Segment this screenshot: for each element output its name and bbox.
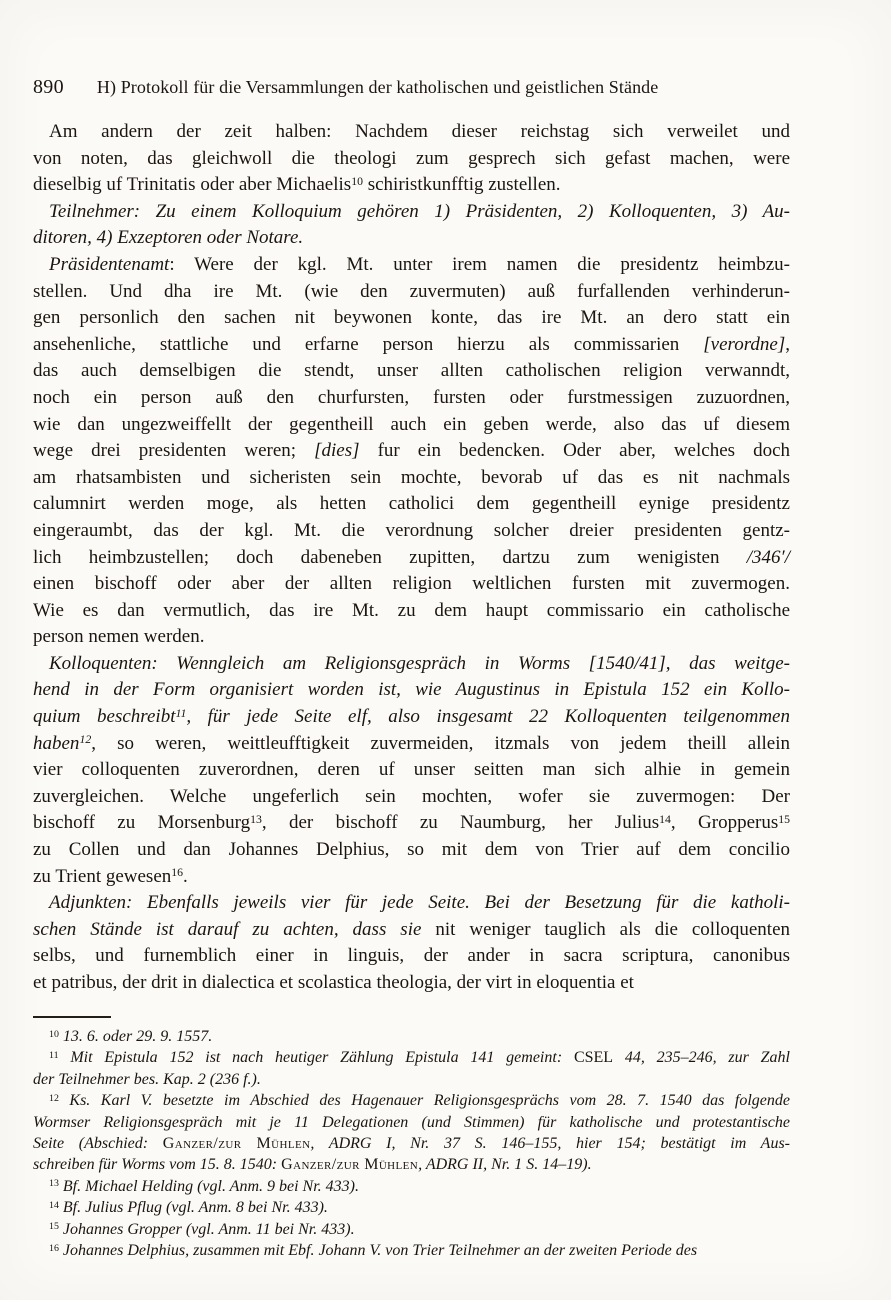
text-run: Präsidentenamt — [49, 253, 170, 275]
body-text — [33, 119, 790, 997]
footnote-line — [33, 1112, 790, 1133]
text-run: fur ein bedencken. Oder aber, welches doch — [359, 440, 791, 462]
footnote-marker: 16 — [49, 1242, 59, 1254]
body-text-line — [33, 545, 790, 572]
text-run: zuvergleichen. Welche ungeferlich sein mochten, wofer sie zuvermogen: Der — [33, 785, 790, 807]
footnote-line — [33, 1219, 790, 1240]
body-text-line — [33, 757, 790, 784]
body-text-line — [33, 970, 790, 997]
body-text-line — [33, 943, 790, 970]
text-run: , so weren, weittleufftigkeit zuvermeiden, itzmals von jedem theill allein — [91, 732, 790, 754]
footnote-separator-rule — [33, 1016, 111, 1018]
text-run: hend in der Form organisiert worden ist, wie Augustinus in Epistula 152 ein Kollo- — [33, 679, 790, 701]
footnote-marker: 10 — [49, 1028, 59, 1040]
text-run: ansehenliche, stattliche und erfarne person hierzu als commissarien — [33, 333, 704, 355]
body-text-line — [33, 146, 790, 173]
body-text-line — [33, 358, 790, 385]
body-text-line — [33, 465, 790, 492]
footnote-list — [33, 1026, 790, 1261]
text-run: wie dan ungezweiffellt der gegentheill auch ein geben werde, also das uf diesem — [33, 413, 790, 435]
footnote-line — [33, 1069, 790, 1090]
footnote-marker: 12 — [49, 1092, 59, 1104]
text-run: stellen. Und dha ire Mt. (wie den zuvermuten) auß furfallenden verhinderun- — [33, 280, 790, 302]
text-run: [dies] — [314, 440, 360, 462]
body-text-line — [33, 571, 790, 598]
body-text-line — [33, 624, 790, 651]
body-text-line — [33, 119, 790, 146]
footnote-line — [33, 1090, 790, 1111]
text-run: . — [183, 865, 188, 887]
text-run: das auch demselbigen die stendt, unser allten catholischen religion verwanndt, — [33, 360, 790, 382]
text-run: Seite (Abschied: — [33, 1135, 163, 1153]
body-text-line — [33, 305, 790, 332]
text-run: nit weniger tauglich als die colloquenten — [435, 918, 790, 940]
text-run: haben — [33, 732, 80, 754]
text-run: ditoren, 4) Exzeptoren oder Notare. — [33, 227, 304, 249]
text-run: Wie es dan vermutlich, das ire Mt. zu dem haupt commissario ein catholische — [33, 599, 790, 621]
text-run: et patribus, der drit in dialectica et scolastica theologia, der virt in eloquentia et — [33, 972, 634, 993]
text-run: Johannes Delphius, zusammen mit Ebf. Johann V. von Trier Teilnehmer an der zweiten Periode des — [58, 1242, 698, 1260]
footnote-line — [33, 1197, 790, 1218]
text-run: Bf. Michael Helding (vgl. Anm. 9 bei Nr. 433). — [58, 1177, 360, 1195]
body-text-line — [33, 412, 790, 439]
text-run: dieselbig uf Trinitatis oder aber Michaelis — [33, 174, 352, 196]
footnote-marker: 10 — [351, 174, 363, 188]
text-run: schiristkunfftig zustellen. — [362, 174, 561, 196]
text-run: Johannes Gropper (vgl. Anm. 11 bei Nr. 433). — [58, 1220, 355, 1238]
body-text-line — [33, 810, 790, 837]
body-text-line — [33, 438, 790, 465]
body-text-line — [33, 704, 790, 731]
text-run: zu Trient gewesen — [33, 865, 172, 887]
body-text-line — [33, 837, 790, 864]
text-run: , ADRG II, Nr. 1 S. 14–19). — [418, 1156, 592, 1174]
text-run: vier colloquenten zuverordnen, deren uf unser seitten man sich alhie in gemein — [33, 759, 790, 781]
running-title: H) Protokoll für die Versammlungen der katholischen und geistlichen Stände — [96, 77, 659, 97]
footnote-marker: 14 — [49, 1199, 59, 1211]
text-run: zu Collen und dan Johannes Delphius, so mit dem von Trier auf dem concilio — [33, 839, 790, 861]
text-run: , der bischoff zu Naumburg, her Julius — [261, 812, 660, 834]
text-run: Adjunkten: Ebenfalls jeweils vier für jede Seite. Bei der Besetzung für die katholi- — [49, 892, 790, 914]
body-text-line — [33, 864, 790, 891]
text-run: person nemen werden. — [33, 626, 205, 648]
text-run: eingeraumbt, das der kgl. Mt. die verordnung solcher dreier presidenten gentz- — [33, 519, 790, 541]
footnote-line — [33, 1154, 790, 1175]
footnote-marker: 13 — [250, 813, 262, 827]
text-run: gen personlich den sachen nit beywonen konte, das ire Mt. an dero statt ein — [33, 307, 790, 329]
body-text-line — [33, 731, 790, 758]
body-text-line — [33, 279, 790, 306]
footnote-marker: 11 — [175, 706, 187, 720]
text-run: einen bischoff oder aber der allten religion weltlichen fursten mit zuvermogen. — [33, 573, 790, 595]
text-run: noch ein person auß den churfursten, fursten oder furstmessigen zuzuordnen, — [33, 386, 790, 408]
body-text-line — [33, 917, 790, 944]
text-run: [verordne] — [703, 333, 786, 355]
footnote-line — [33, 1133, 790, 1154]
body-text-line — [33, 651, 790, 678]
body-text-line — [33, 518, 790, 545]
body-text-line — [33, 677, 790, 704]
footnote-marker: 11 — [49, 1049, 59, 1061]
footnote-marker: 12 — [79, 733, 92, 747]
page-header — [33, 76, 790, 99]
text-run: 44, 235–246, zur Zahl — [613, 1049, 791, 1067]
text-run: Am andern der zeit halben: Nachdem dieser reichstag sich verweilet und — [49, 121, 790, 142]
body-text-line — [33, 252, 790, 279]
text-run: schen Stände ist darauf zu achten, dass sie — [33, 918, 436, 940]
body-text-line — [33, 598, 790, 625]
body-text-line — [33, 385, 790, 412]
text-run: quium beschreibt — [33, 706, 176, 728]
page-number: 890 — [33, 76, 64, 98]
text-run: calumnirt werden moge, als hetten catholici dem gegentheill eynige presidentz — [33, 493, 790, 515]
text-run: am rhatsambisten und sicheristen sein mochte, bevorab uf das es nit nachmals — [33, 466, 790, 488]
footnote-marker: 14 — [659, 813, 671, 827]
text-run: Ks. Karl V. besetzte im Abschied des Hagenauer Religionsgesprächs vom 28. 7. 1540 das folgende — [58, 1092, 790, 1110]
footnote-line — [33, 1176, 790, 1197]
text-run: Wormser Religionsgespräch mit je 11 Delegationen (und Stimmen) für katholische und protestantische — [33, 1113, 790, 1131]
text-run: Ganzer/zur Mühlen — [162, 1135, 311, 1153]
text-run: Bf. Julius Pflug (vgl. Anm. 8 bei Nr. 433). — [58, 1199, 328, 1217]
body-text-line — [33, 225, 790, 252]
footnote-marker: 13 — [49, 1178, 59, 1190]
footnote-marker: 15 — [778, 813, 790, 827]
text-run: , Gropperus — [670, 812, 779, 834]
footnote-marker: 16 — [171, 866, 184, 880]
body-text-line — [33, 890, 790, 917]
text-run: CSEL — [573, 1049, 614, 1067]
text-run: , — [785, 333, 790, 355]
text-run: lich heimbzustellen; doch dabeneben zupitten, dartzu zum wenigisten — [33, 546, 747, 568]
text-run: , für jede Seite elf, also insgesamt 22 Kolloquenten teilgenommen — [186, 706, 790, 728]
body-text-line — [33, 332, 790, 359]
footnote-marker: 15 — [49, 1221, 59, 1233]
text-run: Ganzer/zur Mühlen — [281, 1156, 419, 1174]
body-text-line — [33, 491, 790, 518]
body-text-line — [33, 199, 790, 226]
text-run: 13. 6. oder 29. 9. 1557. — [58, 1028, 213, 1045]
footnote-line — [33, 1240, 790, 1261]
text-run: Mit Epistula 152 ist nach heutiger Zählung Epistula 141 gemeint: — [58, 1049, 574, 1067]
text-run: selbs, und furnemblich einer in linguis, der ander in sacra scriptura, canonibus — [33, 945, 790, 967]
text-run: der Teilnehmer bes. Kap. 2 (236 f.). — [33, 1070, 261, 1088]
text-run: Teilnehmer: Zu einem Kolloquium gehören 1) Präsidenten, 2) Kolloquenten, 3) Au- — [49, 200, 790, 222]
text-run: /346′/ — [746, 546, 790, 568]
text-run: bischoff zu Morsenburg — [33, 812, 251, 834]
footnote-line — [33, 1047, 790, 1068]
text-run: wege drei presidenten weren; — [33, 440, 315, 462]
footnote-line — [33, 1026, 790, 1047]
text-run: : Were der kgl. Mt. unter irem namen die presidentz heimbzu- — [169, 253, 790, 275]
body-text-line — [33, 172, 790, 199]
body-text-line — [33, 784, 790, 811]
text-run: schreiben für Worms vom 15. 8. 1540: — [33, 1156, 282, 1174]
text-run: von noten, das gleichwoll die theologi zum gesprech sich gefast machen, were — [33, 147, 790, 169]
text-run: , ADRG I, Nr. 37 S. 146–155, hier 154; bestätigt im Aus- — [310, 1135, 790, 1153]
text-run: Kolloquenten: Wenngleich am Religionsgespräch in Worms [1540/41], das weitge- — [49, 652, 790, 674]
